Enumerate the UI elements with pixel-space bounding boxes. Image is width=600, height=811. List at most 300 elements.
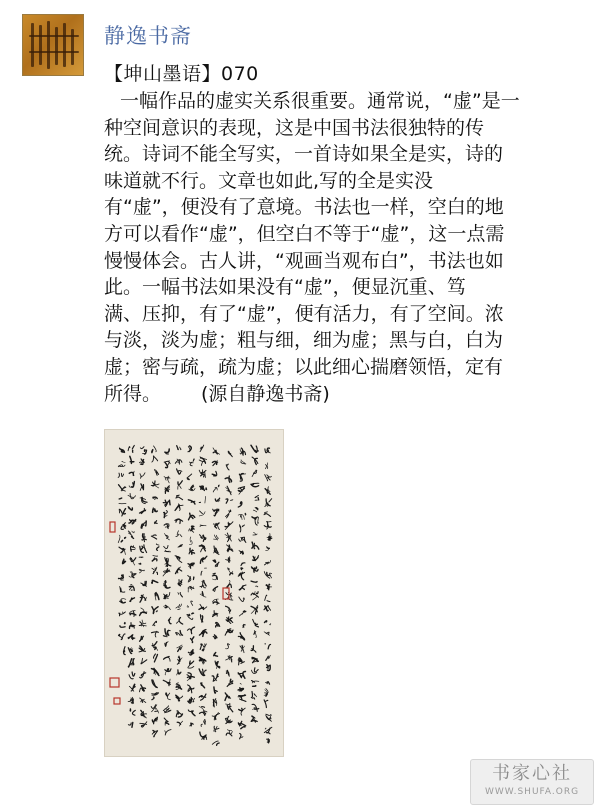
calligraphy-character [164, 593, 170, 599]
calligraphy-character [177, 645, 182, 651]
calligraphy-character [227, 545, 233, 552]
calligraphy-character [141, 710, 147, 718]
ink-stroke [142, 620, 146, 624]
calligraphy-character [264, 727, 272, 734]
ink-stroke [253, 619, 256, 624]
calligraphy-character [187, 474, 192, 480]
calligraphy-character [176, 604, 181, 610]
ink-stroke [243, 611, 245, 612]
ink-stroke [132, 723, 133, 728]
ink-stroke [193, 698, 195, 702]
calligraphy-character [119, 634, 125, 640]
ink-stroke [176, 497, 177, 498]
calligraphy-character [130, 709, 135, 715]
ink-stroke [201, 474, 205, 477]
ink-stroke [152, 559, 157, 561]
ink-stroke [177, 531, 178, 535]
seal-stamp-icon [110, 522, 115, 532]
calligraphy-character [152, 717, 157, 724]
ink-stroke [187, 474, 192, 478]
calligraphy-character [212, 573, 217, 579]
ink-stroke [175, 505, 179, 510]
watermark-sub: WWW.SHUFA.ORG [484, 787, 580, 797]
ink-stroke [219, 666, 220, 668]
calligraphy-character [164, 605, 171, 609]
ink-stroke [200, 525, 203, 526]
seal-stamp-icon [114, 698, 120, 704]
calligraphy-character [201, 719, 206, 726]
calligraphy-character [265, 560, 271, 565]
ink-stroke [121, 579, 124, 580]
calligraphy-character [188, 586, 194, 592]
calligraphy-character [252, 567, 259, 572]
ink-stroke [140, 476, 141, 478]
ink-stroke [205, 472, 206, 477]
calligraphy-character [215, 661, 220, 669]
ink-stroke [187, 606, 189, 608]
ink-stroke [264, 513, 265, 514]
ink-stroke [254, 668, 258, 672]
calligraphy-character [187, 601, 193, 607]
ink-stroke [168, 462, 170, 465]
ink-stroke [140, 473, 145, 476]
ink-stroke [214, 654, 217, 656]
ink-stroke [215, 526, 217, 528]
calligraphy-character [212, 599, 219, 605]
calligraphy-character [139, 569, 144, 573]
ink-stroke [164, 546, 168, 549]
calligraphy-character [188, 650, 194, 655]
ink-stroke [140, 447, 144, 449]
watermark-main: 书家心社 [492, 763, 572, 784]
calligraphy-character [265, 595, 270, 601]
ink-stroke [191, 601, 193, 605]
ink-stroke [270, 573, 272, 578]
ink-stroke [120, 509, 123, 516]
ink-stroke [202, 707, 205, 708]
calligraphy-character [128, 531, 134, 538]
calligraphy-character [176, 531, 182, 537]
calligraphy-character [128, 445, 134, 452]
ink-stroke [178, 485, 181, 489]
calligraphy-character [266, 584, 272, 589]
post-line: 方可以看作“虚”，但空白不等于“虚”，这一点需 [104, 222, 505, 245]
calligraphy-character [140, 447, 146, 454]
calligraphy-character [226, 617, 233, 624]
calligraphy-character [226, 703, 233, 712]
calligraphy-character [164, 476, 170, 483]
calligraphy-character [200, 644, 206, 651]
calligraphy-character [140, 698, 146, 703]
calligraphy-character [154, 654, 158, 662]
calligraphy-character [120, 623, 125, 628]
calligraphy-character [264, 606, 271, 611]
calligraphy-character [141, 521, 146, 528]
calligraphy-character [199, 457, 207, 466]
calligraphy-character [239, 597, 245, 602]
calligraphy-character [226, 656, 233, 662]
calligraphy-character [191, 637, 194, 643]
calligraphy-character [251, 605, 258, 614]
calligraphy-character [251, 591, 258, 600]
calligraphy-character [215, 622, 219, 627]
calligraphy-character [212, 712, 219, 720]
calligraphy-character [213, 560, 219, 567]
ink-stroke [266, 656, 269, 660]
ink-stroke [129, 507, 133, 510]
ink-stroke [269, 655, 271, 658]
ink-stroke [258, 497, 259, 500]
seal-stamp-icon [110, 678, 119, 687]
calligraphy-character [239, 708, 246, 715]
ink-stroke [240, 699, 246, 701]
ink-stroke [228, 569, 229, 570]
calligraphy-character [238, 683, 244, 691]
calligraphy-character [188, 698, 195, 704]
calligraphy-character [241, 563, 245, 570]
calligraphy-character [131, 546, 136, 552]
calligraphy-character [226, 486, 232, 495]
calligraphy-character [226, 510, 231, 518]
calligraphy-character [252, 470, 257, 476]
ink-stroke [179, 618, 183, 625]
calligraphy-character [252, 657, 258, 662]
ink-stroke [169, 620, 171, 624]
ink-stroke [143, 460, 144, 463]
ink-stroke [256, 592, 258, 594]
calligraphy-character [189, 513, 195, 520]
ink-stroke [151, 536, 156, 539]
ink-stroke [128, 447, 130, 451]
ink-stroke [227, 706, 228, 710]
calligraphy-character [177, 656, 182, 664]
calligraphy-character [152, 731, 157, 737]
calligraphy-character [128, 494, 135, 499]
ink-stroke [217, 535, 218, 537]
calligraphy-character [238, 513, 246, 519]
ink-stroke [166, 693, 168, 696]
ink-stroke [180, 447, 181, 450]
post-line: 一幅作品的虚实关系很重要。通常说，“虚”是一 [120, 90, 520, 112]
ink-stroke [253, 686, 256, 687]
calligraphy-character [130, 598, 135, 602]
calligraphy-character [212, 674, 218, 681]
ink-stroke [204, 607, 207, 609]
ink-stroke [188, 616, 193, 619]
calligraphy-character [265, 644, 271, 649]
calligraphy-scroll-graphic [105, 430, 283, 756]
ink-stroke [256, 586, 258, 587]
ink-stroke [269, 499, 272, 502]
ink-stroke [139, 563, 141, 564]
ink-stroke [154, 446, 157, 452]
ink-stroke [216, 523, 219, 525]
calligraphy-character [140, 672, 146, 678]
ink-stroke [230, 595, 232, 599]
ink-stroke [128, 495, 135, 497]
ink-stroke [252, 517, 257, 518]
ink-stroke [239, 488, 242, 491]
ink-stroke [132, 445, 134, 449]
calligraphy-character [214, 546, 219, 554]
ink-stroke [177, 446, 179, 450]
calligraphy-character [188, 685, 194, 693]
calligraphy-character [238, 572, 244, 580]
author-avatar[interactable] [22, 14, 84, 76]
calligraphy-character [200, 580, 206, 588]
ink-stroke [226, 703, 231, 704]
calligraphy-character [212, 741, 219, 745]
calligraphy-character [163, 679, 170, 686]
ink-stroke [199, 546, 204, 547]
ink-stroke [176, 495, 179, 496]
ink-stroke [121, 540, 122, 542]
calligraphy-character [238, 502, 242, 507]
calligraphy-character [214, 535, 219, 540]
ink-stroke [217, 562, 219, 566]
ink-stroke [251, 484, 259, 486]
ink-stroke [200, 696, 206, 697]
calligraphy-character [163, 657, 170, 662]
calligraphy-character [155, 592, 159, 600]
ink-stroke [242, 525, 244, 527]
calligraphy-character [140, 636, 144, 641]
ink-stroke [119, 636, 122, 640]
calligraphy-character [254, 630, 257, 637]
calligraphy-character [213, 485, 219, 492]
calligraphy-character [199, 604, 207, 609]
calligraphy-character [164, 533, 169, 539]
calligraphy-character [189, 548, 195, 554]
calligraphy-character [214, 687, 217, 693]
ink-stroke [229, 706, 233, 712]
ink-stroke [241, 736, 243, 738]
calligraphy-character [163, 569, 170, 576]
ink-stroke [142, 636, 143, 639]
calligraphy-character [253, 556, 259, 561]
ink-stroke [202, 649, 204, 651]
calligraphy-character [129, 519, 136, 523]
ink-stroke [140, 636, 142, 641]
ink-stroke [230, 573, 233, 575]
calligraphy-character [199, 694, 206, 700]
calligraphy-character [240, 448, 245, 455]
calligraphy-character [199, 470, 206, 478]
calligraphy-character [252, 668, 259, 674]
ink-stroke [239, 597, 244, 602]
calligraphy-character [119, 448, 124, 453]
ink-stroke [265, 595, 267, 600]
calligraphy-character [153, 497, 157, 500]
ink-stroke [165, 629, 166, 634]
ink-stroke [188, 478, 190, 479]
ink-stroke [146, 521, 147, 526]
calligraphy-character [151, 481, 159, 488]
ink-stroke [165, 550, 169, 551]
ink-stroke [192, 637, 194, 640]
calligraphy-character [265, 475, 272, 481]
ink-stroke [142, 625, 144, 627]
ink-stroke [170, 500, 171, 505]
author-name[interactable]: 静逸书斋 [104, 24, 192, 48]
calligraphy-character [201, 683, 205, 688]
ink-stroke [152, 450, 153, 453]
ink-stroke [214, 538, 219, 539]
ink-stroke [205, 670, 207, 672]
calligraphy-character [139, 620, 146, 627]
ink-stroke [122, 598, 126, 599]
calligraphy-character [240, 525, 245, 532]
calligraphy-character [119, 612, 126, 616]
calligraphy-character [165, 730, 171, 736]
calligraphy-character [140, 595, 147, 603]
ink-stroke [128, 531, 130, 533]
calligraphy-character [152, 556, 157, 562]
calligraphy-character [225, 606, 230, 614]
calligraphy-character [252, 681, 259, 687]
calligraphy-character [118, 473, 123, 477]
post-line-text: 所得。 [104, 382, 162, 405]
calligraphy-character [141, 658, 147, 663]
calligraphy-character [241, 460, 246, 464]
ink-stroke [188, 587, 189, 592]
ink-stroke [154, 654, 156, 658]
post-source: (源自静逸书斋) [201, 382, 330, 405]
calligraphy-character [175, 459, 182, 464]
calligraphy-character [176, 567, 182, 574]
calligraphy-character [152, 446, 157, 453]
ink-stroke [144, 545, 147, 553]
ink-stroke [202, 616, 203, 622]
post-line: 有“虚”，便没有了意境。书法也一样，空白的地 [104, 196, 504, 219]
ink-stroke [226, 671, 227, 674]
ink-stroke [130, 584, 132, 585]
ink-stroke [191, 627, 194, 634]
ink-stroke [231, 657, 232, 662]
ink-stroke [265, 621, 267, 623]
calligraphy-character [128, 507, 132, 511]
ink-stroke [119, 485, 123, 491]
site-watermark [470, 759, 594, 805]
ink-stroke [130, 614, 136, 615]
calligraphy-character [239, 537, 246, 542]
calligraphy-character [264, 700, 268, 708]
ink-stroke [253, 698, 255, 699]
ink-stroke [119, 498, 122, 499]
ink-stroke [129, 659, 132, 667]
ink-stroke [129, 472, 133, 475]
calligraphy-character [130, 456, 134, 463]
ink-stroke [180, 631, 182, 636]
ink-stroke [140, 688, 143, 692]
calligraphy-character [129, 611, 136, 617]
calligraphy-character [152, 580, 158, 583]
ink-stroke [254, 568, 255, 572]
calligraphy-character [163, 706, 171, 713]
ink-stroke [204, 737, 206, 739]
calligraphy-character [225, 716, 232, 723]
calligraphy-character [251, 483, 259, 487]
calligraphy-character [189, 526, 194, 532]
calligraphy-character [239, 585, 246, 590]
calligraphy-character [187, 673, 194, 681]
ink-stroke [268, 487, 270, 492]
ink-stroke [129, 486, 131, 488]
calligraphy-character [164, 546, 171, 552]
post-line: 满、压抑，有了“虚”，便有活力，有了空间。浓 [104, 302, 504, 325]
calligraphy-character [154, 469, 158, 475]
calligraphy-character [213, 587, 218, 592]
ink-stroke [121, 473, 123, 476]
calligraphy-character [153, 508, 158, 513]
calligraphy-character [199, 496, 206, 503]
calligraphy-character [200, 525, 206, 527]
calligraphy-character [199, 630, 207, 637]
calligraphy-character [178, 593, 183, 597]
calligraphy-character [199, 511, 205, 516]
calligraphy-character [255, 495, 259, 500]
ink-stroke [230, 500, 233, 501]
calligraphy-character [164, 461, 170, 468]
calligraphy-character [265, 448, 270, 453]
ink-stroke [239, 708, 243, 710]
calligraphy-character [140, 608, 147, 616]
ink-stroke [225, 695, 228, 700]
calligraphy-character [140, 459, 145, 465]
calligraphy-character [238, 633, 244, 640]
ink-stroke [241, 568, 243, 570]
calligraphy-character [200, 615, 203, 622]
calligraphy-character [176, 495, 183, 500]
calligraphy-character [199, 545, 205, 552]
ink-stroke [200, 511, 203, 514]
ink-stroke [188, 710, 192, 712]
ink-stroke [215, 715, 216, 717]
calligraphy-character [187, 613, 193, 619]
ink-stroke [153, 535, 156, 536]
calligraphy-character [153, 621, 157, 626]
ink-stroke [157, 547, 159, 551]
ink-stroke [255, 709, 259, 710]
calligraphy-character [139, 646, 145, 652]
ink-stroke [132, 710, 135, 715]
calligraphy-character [252, 517, 259, 525]
calligraphy-character [238, 658, 244, 665]
calligraphy-character [122, 559, 125, 563]
ink-stroke [226, 620, 228, 622]
calligraphy-artwork-image[interactable] [104, 429, 284, 757]
calligraphy-character [213, 611, 218, 617]
ink-stroke [201, 571, 202, 575]
ink-stroke [180, 593, 182, 597]
post-title: 【坤山墨语】070 [104, 63, 259, 85]
calligraphy-character [200, 445, 204, 452]
ink-stroke [244, 538, 245, 542]
calligraphy-character [118, 535, 126, 543]
calligraphy-character [189, 485, 195, 490]
ink-stroke [245, 513, 246, 515]
calligraphy-character [140, 484, 143, 491]
ink-stroke [121, 526, 123, 529]
calligraphy-character [266, 655, 271, 660]
calligraphy-character [178, 481, 183, 489]
ink-stroke [163, 635, 167, 637]
calligraphy-character [227, 679, 233, 686]
calligraphy-character [267, 534, 272, 541]
ink-stroke [253, 534, 257, 535]
calligraphy-character [213, 509, 219, 516]
post-line: 此。一幅书法如果没有“虚”，便显沉重、笃 [104, 276, 466, 299]
